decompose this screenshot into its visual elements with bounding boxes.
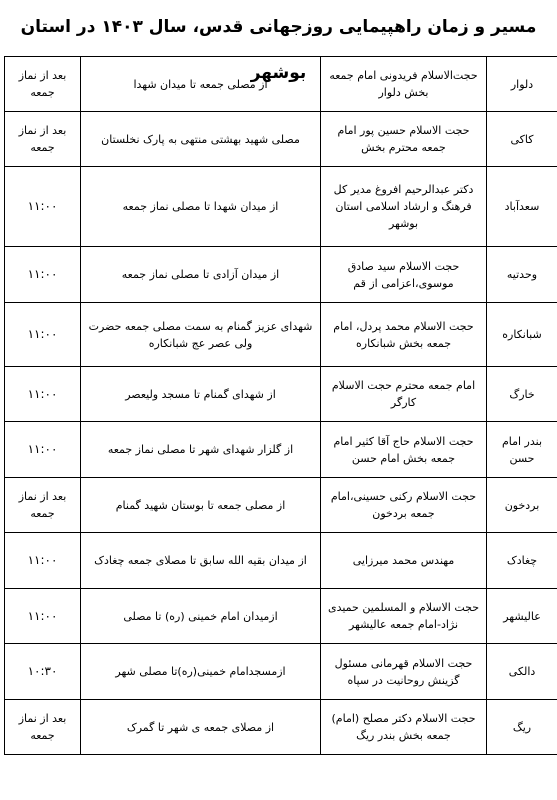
city-name: وحدتیه: [487, 247, 557, 303]
table-row: [5, 533, 557, 589]
document-title: مسیر و زمان راهپیمایی روزجهانی قدس، سال ۱۴۰۳ در استان بوشهر: [20, 17, 537, 83]
city-name: سعدآباد: [487, 167, 557, 247]
march-time: بعد از نماز جمعه: [5, 478, 81, 533]
march-time: بعد از نماز جمعه: [5, 700, 81, 755]
speaker-name: حجت الاسلام رکنی حسینی،امام جمعه بردخون: [321, 478, 487, 533]
march-time: بعد از نماز جمعه: [5, 57, 81, 112]
speaker-name: حجت‌الاسلام فریدونی امام جمعه بخش دلوار: [321, 57, 487, 112]
table-row: [5, 644, 557, 700]
route-table-body: [5, 57, 557, 755]
march-route: از مصلی جمعه تا بوستان شهید گمنام: [81, 478, 321, 533]
city-name: دالکی: [487, 644, 557, 700]
table-row: [5, 167, 557, 247]
table-row: [5, 367, 557, 422]
march-time: بعد از نماز جمعه: [5, 112, 81, 167]
march-route: شهدای عزیز گمنام به سمت مصلی جمعه حضرت ولی عصر عج شبانکاره: [81, 303, 321, 367]
march-time: ۱۱:۰۰: [5, 167, 81, 247]
march-route: از میدان شهدا تا مصلی نماز جمعه: [81, 167, 321, 247]
march-time: ۱۱:۰۰: [5, 589, 81, 644]
march-time: ۱۱:۰۰: [5, 422, 81, 478]
city-name: خارگ: [487, 367, 557, 422]
table-row: [5, 422, 557, 478]
speaker-name: حجت الاسلام محمد پردل، امام جمعه بخش شبانکاره: [321, 303, 487, 367]
speaker-name: امام جمعه محترم حجت الاسلام کارگر: [321, 367, 487, 422]
march-route: از میدان بقیه الله سابق تا مصلای جمعه چغادک: [81, 533, 321, 589]
city-name: چغادک: [487, 533, 557, 589]
march-time: ۱۱:۰۰: [5, 533, 81, 589]
speaker-name: حجت الاسلام سید صادق موسوی،اعزامی از قم: [321, 247, 487, 303]
march-time: ۱۱:۰۰: [5, 303, 81, 367]
march-time: ۱۰:۳۰: [5, 644, 81, 700]
table-row: [5, 247, 557, 303]
city-name: عالیشهر: [487, 589, 557, 644]
march-route: ازمیدان امام خمینی (ره) تا مصلی: [81, 589, 321, 644]
speaker-name: حجت الاسلام و المسلمین حمیدی نژاد-امام جمعه عالیشهر: [321, 589, 487, 644]
city-name: کاکی: [487, 112, 557, 167]
table-row: [5, 478, 557, 533]
speaker-name: حجت الاسلام حسین پور امام جمعه محترم بخش: [321, 112, 487, 167]
city-name: ریگ: [487, 700, 557, 755]
march-route: ازمسجدامام خمینی(ره)تا مصلی شهر: [81, 644, 321, 700]
march-route: از میدان آزادی تا مصلی نماز جمعه: [81, 247, 321, 303]
march-route: مصلی شهید بهشتی منتهی به پارک نخلستان: [81, 112, 321, 167]
march-route: از مصلای جمعه ی شهر تا گمرک: [81, 700, 321, 755]
march-route: از مصلی جمعه تا میدان شهدا: [81, 57, 321, 112]
route-table: [4, 56, 557, 755]
city-name: بندر امام حسن: [487, 422, 557, 478]
table-row: [5, 112, 557, 167]
table-row: [5, 303, 557, 367]
city-name: بردخون: [487, 478, 557, 533]
table-row: [5, 57, 557, 112]
speaker-name: دکتر عبدالرحیم افروغ مدیر کل فرهنگ و ارشاد اسلامی استان بوشهر: [321, 167, 487, 247]
march-route: از گلزار شهدای شهر تا مصلی نماز جمعه: [81, 422, 321, 478]
speaker-name: حجت الاسلام قهرمانی مسئول گزینش روحانیت در سپاه: [321, 644, 487, 700]
speaker-name: مهندس محمد میرزایی: [321, 533, 487, 589]
city-name: دلوار: [487, 57, 557, 112]
speaker-name: حجت الاسلام دکتر مصلح (امام) جمعه بخش بندر ریگ: [321, 700, 487, 755]
city-name: شبانکاره: [487, 303, 557, 367]
speaker-name: حجت الاسلام حاج آقا کثیر امام جمعه بخش امام حسن: [321, 422, 487, 478]
march-time: ۱۱:۰۰: [5, 247, 81, 303]
march-route: از شهدای گمنام تا مسجد ولیعصر: [81, 367, 321, 422]
table-row: [5, 700, 557, 755]
march-time: ۱۱:۰۰: [5, 367, 81, 422]
table-row: [5, 589, 557, 644]
